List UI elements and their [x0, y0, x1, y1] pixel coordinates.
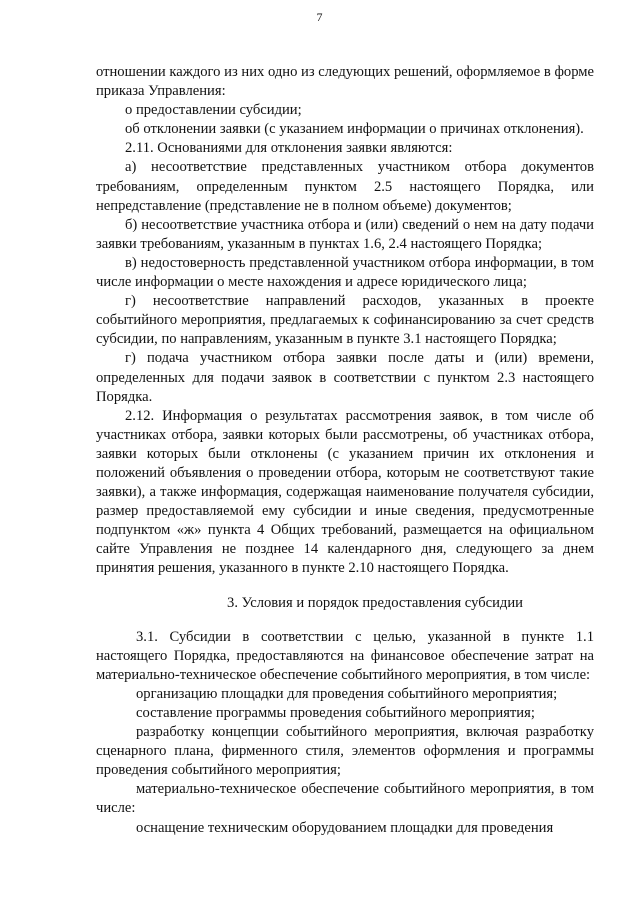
paragraph: 2.12. Информация о результатах рассмотрения заявок, в том числе об участниках отбора, заявки которых были рассмотрены, об участниках отбора, заявки которых были отклонены (с указанием причин их отклонения и положений объявления о проведении отбора, которым не соответствуют такие заявки), а также информация, содержащая наименование получателя субсидии, размер предоставляемой ему субсидии и иные сведения, предусмотренные подпунктом «ж» пункта 4 Общих требований, размещается на официальном сайте Управления не позднее 14 календарного дня, следующего за днем принятия решения, указанного в пункте 2.10 настоящего Порядка. [96, 407, 594, 577]
document-body [96, 63, 594, 838]
paragraph: организацию площадки для проведения событийного мероприятия; [136, 685, 558, 702]
paragraph: об отклонении заявки (с указанием информации о причинах отклонения). [125, 121, 584, 138]
page-number: 7 [316, 10, 323, 24]
paragraph: разработку концепции событийного мероприятия, включая разработку сценарного плана, фирменного стиля, элементов оформления и программы проведения событийного мероприятия; [96, 724, 594, 779]
paragraph: материально-техническое обеспечение событийного мероприятия, в том числе: [96, 781, 594, 817]
paragraph: составление программы проведения событийного мероприятия; [136, 705, 535, 721]
section-heading: 3. Условия и порядок предоставления субсидии [227, 594, 523, 611]
paragraph: г) несоответствие направлений расходов, указанных в проекте событийного мероприятия, предлагаемых к софинансированию за счет средств субсидии, по направлениям, указанным в пункте 3.1 настоящего Порядка; [96, 293, 594, 348]
paragraph: г) подача участником отбора заявки после даты и (или) времени, определенных для подачи заявок в соответствии с пунктом 2.3 настоящего Порядка. [96, 350, 594, 405]
paragraph: а) несоответствие представленных участником отбора документов требованиям, определенным пунктом 2.5 настоящего Порядка, или непредставление (представление не в полном объеме) документов; [96, 159, 594, 214]
paragraph: о предоставлении субсидии; [125, 102, 302, 119]
paragraph: в) недостоверность представленной участником отбора информации, в том числе информации о месте нахождения и адресе юридического лица; [96, 254, 594, 291]
paragraph: б) несоответствие участника отбора и (или) сведений о нем на дату подачи заявки требованиям, указанным в пунктах 1.6, 2.4 настоящего Порядка; [96, 216, 594, 252]
paragraph: оснащение техническим оборудованием площадки для проведения [136, 819, 554, 836]
paragraph: отношении каждого из них одно из следующих решений, оформляемое в форме приказа Управления: [96, 64, 594, 100]
paragraph: 2.11. Основаниями для отклонения заявки являются: [125, 140, 453, 157]
paragraph: 3.1. Субсидии в соответствии с целью, указанной в пункте 1.1 настоящего Порядка, предоставляются на финансовое обеспечение затрат на материально-техническое обеспечение событийного мероприятия, в том числе: [96, 628, 594, 683]
